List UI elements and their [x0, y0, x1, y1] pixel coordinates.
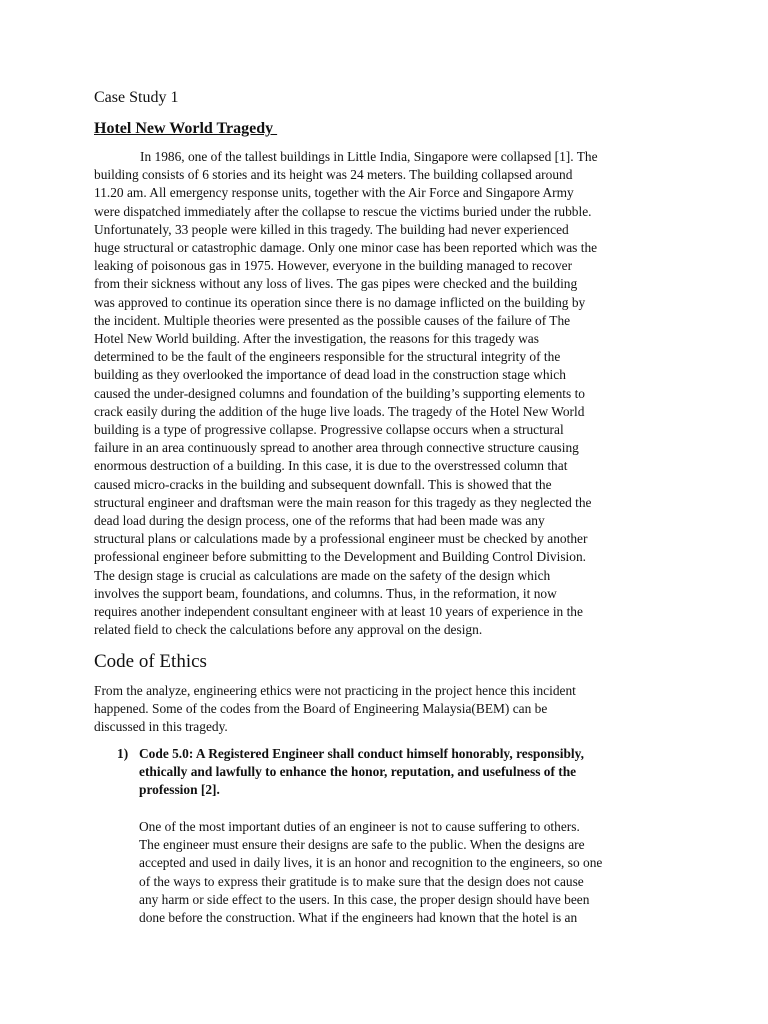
list-item-number: 1)	[117, 746, 129, 761]
section-heading-code-of-ethics: Code of Ethics	[94, 651, 207, 672]
paragraph-line: leaking of poisonous gas in 1975. However, everyone in the building managed to recover	[94, 258, 573, 274]
code-line: profession [2].	[139, 782, 220, 798]
intro-paragraph	[94, 148, 682, 639]
paragraph-line: professional engineer before submitting to the Development and Building Control Division.	[94, 549, 587, 565]
case-title: Hotel New World Tragedy	[94, 120, 278, 137]
paragraph-line: In 1986, one of the tallest buildings in Little India, Singapore were collapsed [1]. The	[140, 149, 598, 164]
paragraph-line: of the ways to express their gratitude is to make sure that the design does not cause	[139, 873, 584, 889]
paragraph-line: discussed in this tragedy.	[94, 719, 228, 735]
paragraph-line: were dispatched immediately after the collapse to rescue the victims buried under the rubble.	[94, 203, 592, 219]
paragraph-line: any harm or side effect to the users. In this case, the proper design should have been	[139, 891, 590, 907]
paragraph-line: From the analyze, engineering ethics were not practicing in the project hence this incident	[94, 683, 576, 698]
paragraph-line: building consists of 6 stories and its height was 24 meters. The building collapsed around	[94, 167, 573, 183]
paragraph-line: crack easily during the addition of the huge live loads. The tragedy of the Hotel New World	[94, 403, 585, 419]
paragraph-line: involves the support beam, foundations, and columns. Thus, in the reformation, it now	[94, 585, 557, 601]
paragraph-line: from their sickness without any loss of lives. The gas pipes were checked and the building	[94, 276, 578, 292]
paragraph-line: enormous destruction of a building. In this case, it is due to the overstressed column that	[94, 458, 568, 474]
paragraph-line: Hotel New World building. After the investigation, the reasons for this tragedy was	[94, 331, 539, 347]
paragraph-line: happened. Some of the codes from the Board of Engineering Malaysia(BEM) can be	[94, 701, 548, 717]
paragraph-line: building as they overlooked the importance of dead load in the construction stage which	[94, 367, 566, 383]
code-discussion-paragraph	[139, 818, 664, 927]
code-line: ethically and lawfully to enhance the honor, reputation, and usefulness of the	[139, 764, 577, 780]
paragraph-line: building is a type of progressive collapse. Progressive collapse occurs when a structural	[94, 422, 564, 438]
paragraph-line: structural plans or calculations made by a professional engineer must be checked by another	[94, 531, 588, 547]
paragraph-line: structural engineer and draftsman were the main reason for this tragedy as they neglected the	[94, 494, 592, 510]
paragraph-line: huge structural or catastrophic damage. Only one minor case has been reported which was the	[94, 240, 598, 256]
paragraph-line: the incident. Multiple theories were presented as the possible causes of the failure of The	[94, 312, 571, 328]
paragraph-line: The design stage is crucial as calculations are made on the safety of the design which	[94, 567, 551, 583]
paragraph-line: determined to be the fault of the engineers responsible for the structural integrity of the	[94, 349, 561, 365]
paragraph-line: failure in an area continuously spread to another area through connective structure causing	[94, 440, 579, 456]
paragraph-line: done before the construction. What if the engineers had known that the hotel is an	[139, 910, 578, 926]
paragraph-line: caused the under-designed columns and foundation of the building’s supporting elements to	[94, 385, 585, 401]
paragraph-line: was approved to continue its operation since there is no damage inflicted on the building by	[94, 294, 586, 310]
paragraph-line: requires another independent consultant engineer with at least 10 years of experience in the	[94, 604, 583, 620]
paragraph-line: related field to check the calculations before any approval on the design.	[94, 622, 483, 638]
case-study-label: Case Study 1	[94, 89, 179, 106]
paragraph-line: dead load during the design process, one of the reforms that had been made was any	[94, 513, 545, 529]
paragraph-line: caused micro-cracks in the building and subsequent downfall. This is showed that the	[94, 476, 552, 492]
code-line: Code 5.0: A Registered Engineer shall conduct himself honorably, responsibly,	[139, 746, 584, 761]
paragraph-line: Unfortunately, 33 people were killed in this tragedy. The building had never experienced	[94, 221, 569, 237]
paragraph-line: 11.20 am. All emergency response units, together with the Air Force and Singapore Army	[94, 185, 574, 201]
paragraph-line: One of the most important duties of an engineer is not to cause suffering to others.	[139, 819, 580, 834]
paragraph-line: The engineer must ensure their designs are safe to the public. When the designs are	[139, 837, 585, 853]
ethics-intro-paragraph	[94, 682, 674, 737]
code-statement	[139, 745, 659, 800]
paragraph-line: accepted and used in daily lives, it is an honor and recognition to the engineers, so one	[139, 855, 603, 871]
